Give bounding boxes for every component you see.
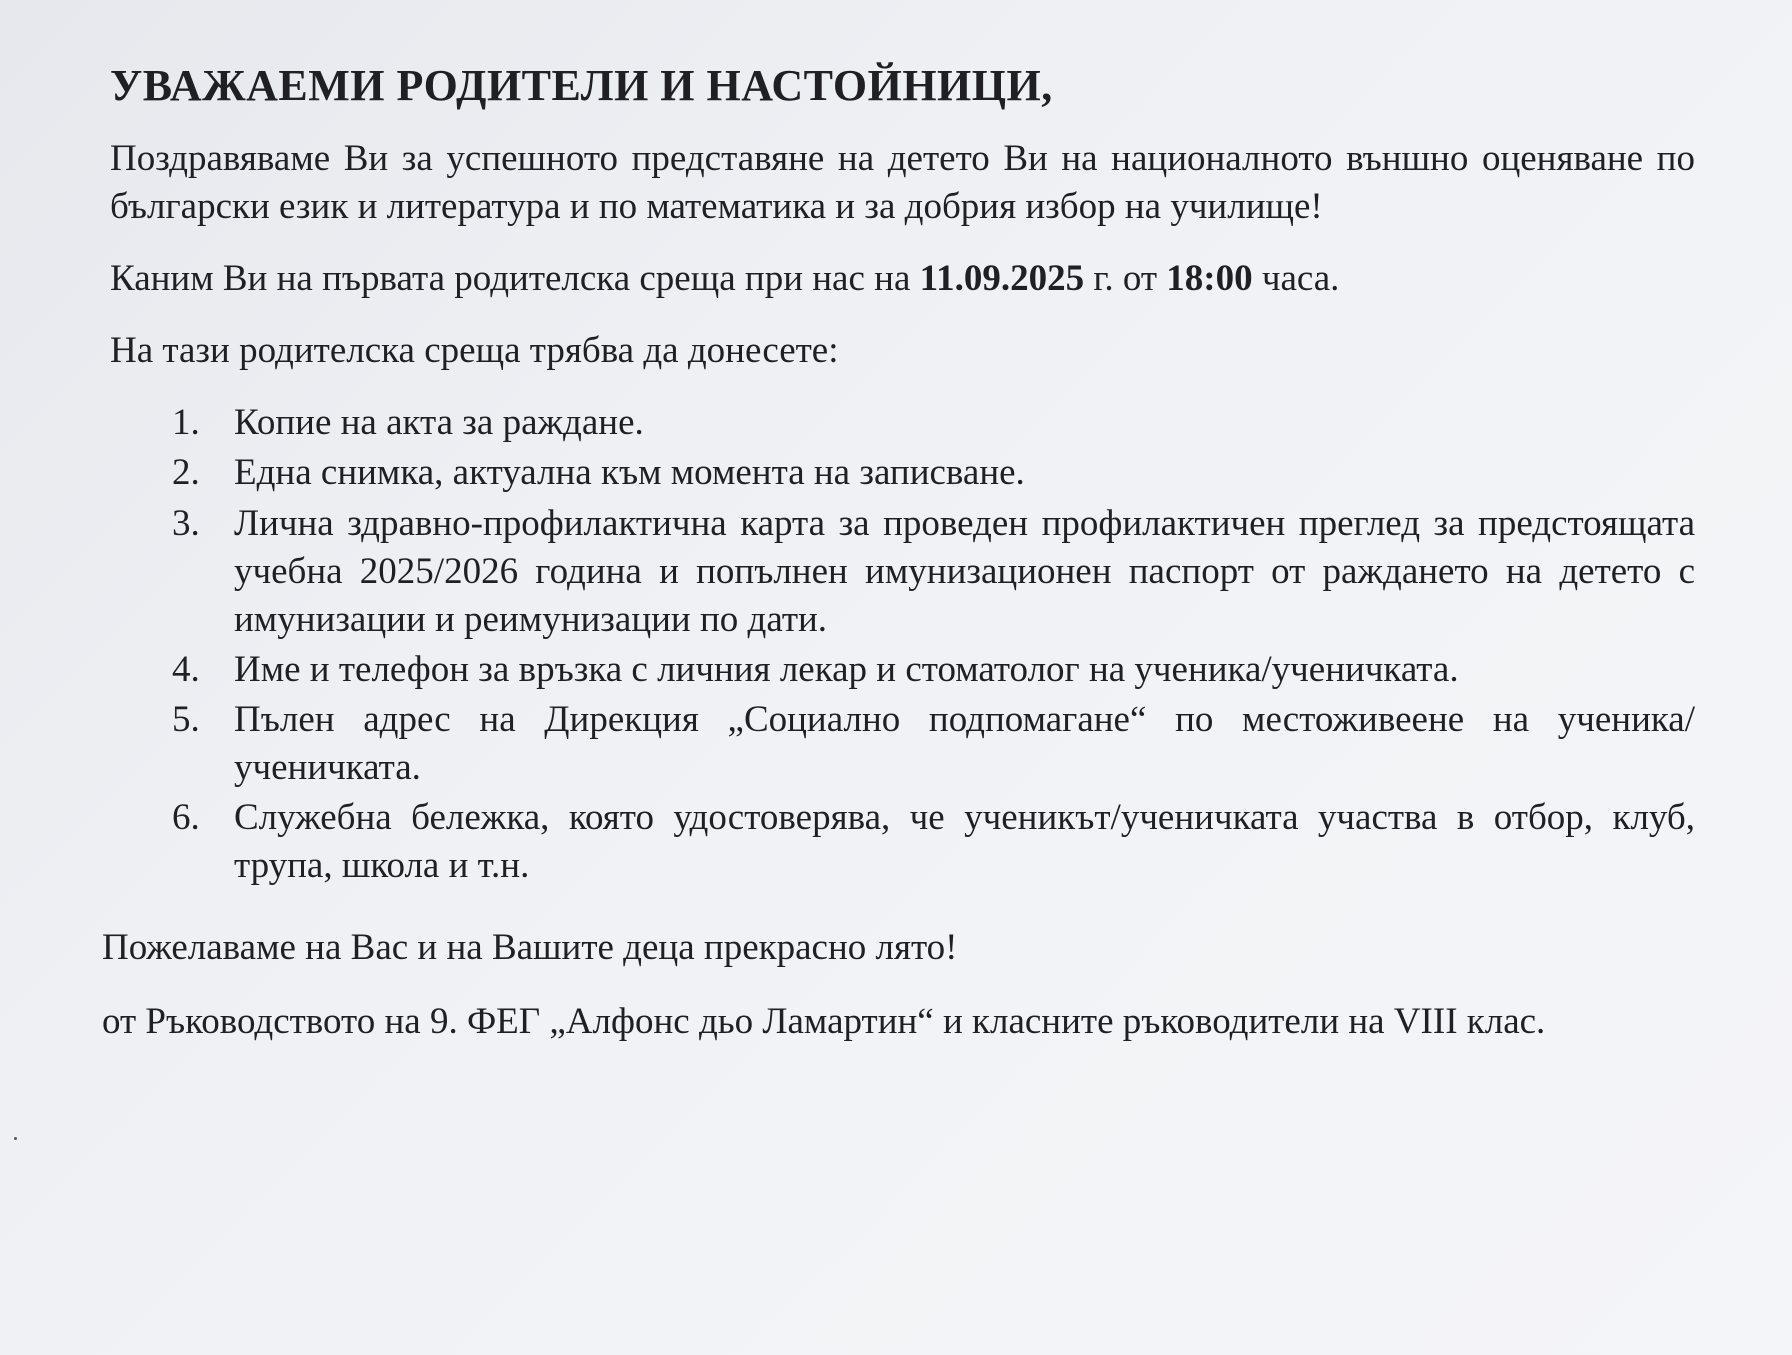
list-item-number: 2. xyxy=(172,452,200,494)
list-item xyxy=(110,696,1695,792)
meeting-date: 11.09.2025 xyxy=(919,258,1085,300)
documents-list xyxy=(110,399,1695,890)
closing-wish: Пожелаваме на Вас и на Вашите деца прекрасно лято! xyxy=(102,927,958,969)
list-item-text: Име и телефон за връзка с личния лекар и стоматолог на ученика/ученичката. xyxy=(234,648,1459,690)
invitation-paragraph xyxy=(110,255,1695,303)
signature-line: от Ръководството на 9. ФЕГ „Алфонс дьо Ламартин“ и класните ръководители на VIII клас. xyxy=(102,1001,1546,1043)
list-item-number: 1. xyxy=(172,402,200,444)
list-item xyxy=(110,646,1695,694)
invitation-prefix: Каним Ви на първата родителска среща при нас на xyxy=(110,258,920,300)
list-item-number: 5. xyxy=(172,698,200,740)
invitation-suffix: часа. xyxy=(1252,258,1340,300)
list-item-number: 4. xyxy=(172,648,200,690)
list-item xyxy=(110,399,1695,447)
list-item xyxy=(110,500,1695,644)
paper-speck xyxy=(14,1137,17,1140)
list-item-text: Копие на акта за раждане. xyxy=(234,402,644,444)
list-item xyxy=(110,794,1695,890)
list-item-text: Пълен адрес на Дирекция „Социално подпомагане“ по местоживеене на ученика/ученичката. xyxy=(234,698,1695,789)
congratulations-paragraph: Поздравяваме Ви за успешното представяне на детето Ви на националното външно оценяване по български език и литература и по математика и за добрия избор на училище! xyxy=(110,138,1695,228)
list-item xyxy=(110,449,1695,497)
meeting-time: 18:00 xyxy=(1166,258,1253,300)
invitation-middle: г. от xyxy=(1084,258,1167,300)
letter-heading: УВАЖАЕМИ РОДИТЕЛИ И НАСТОЙНИЦИ, xyxy=(110,61,1053,110)
list-item-text: Служебна бележка, която удостоверява, че ученикът/ученичката участва в отбор, клуб, трупа, школа и т.н. xyxy=(234,797,1695,887)
list-item-number: 3. xyxy=(172,502,200,544)
list-item-text: Лична здравно-профилактична карта за проведен профилактичен преглед за предстоящата учебна 2025/2026 година и попълнен имунизационен паспорт от раждането на детето с имунизации и реимунизации по дати. xyxy=(234,502,1695,640)
list-item-text: Една снимка, актуална към момента на записване. xyxy=(234,452,1025,494)
letter-body xyxy=(102,58,1695,1047)
list-item-number: 6. xyxy=(172,797,200,839)
bring-intro: На тази родителска среща трябва да донесете: xyxy=(110,330,839,372)
